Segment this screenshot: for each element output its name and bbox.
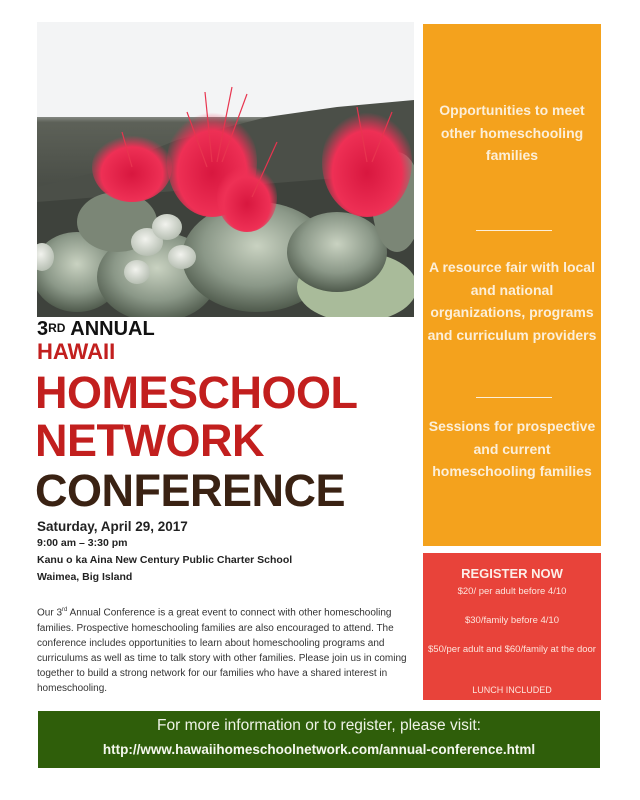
price-at-door: $50/per adult and $60/family at the door bbox=[428, 644, 596, 655]
event-venue: Kanu o ka Aina New Century Public Charter School bbox=[37, 554, 293, 566]
price-family-early: $30/family before 4/10 bbox=[464, 615, 559, 626]
event-time: 9:00 am – 3:30 pm bbox=[37, 537, 128, 549]
lunch-note: LUNCH INCLUDED bbox=[472, 685, 552, 695]
description-start: Our 3 bbox=[37, 607, 63, 619]
highlights-panel bbox=[423, 24, 601, 546]
register-heading: REGISTER NOW bbox=[461, 566, 563, 581]
highlight-item: Sessions for prospective and current homeschooling families bbox=[428, 418, 596, 479]
highlight-item: A resource fair with local and national organizations, programs and curriculum providers bbox=[427, 259, 597, 343]
event-description bbox=[37, 603, 417, 697]
flower-photo bbox=[37, 22, 414, 317]
edition-label bbox=[37, 317, 155, 341]
price-adult-early: $20/ per adult before 4/10 bbox=[457, 586, 567, 597]
ordinal-suffix: RD bbox=[48, 321, 66, 335]
title-hawaii: HAWAII bbox=[37, 339, 116, 364]
description-body: Annual Conference is a great event to connect with other homeschooling families. Prospective homeschooling families are also encouraged to attend. The conference includes opportunities to learn about homeschooling programs and curriculums as well as time to talk story with other families. Please join us in coming together to build a strong network for our families who have a shared interest in homeschooling. bbox=[37, 607, 407, 695]
conference-url-link[interactable]: http://www.hawaiihomeschoolnetwork.com/annual-conference.html bbox=[102, 742, 536, 757]
ordinal-number: 3 bbox=[37, 318, 49, 340]
divider bbox=[476, 397, 552, 398]
ohia-lehua-flower-icon bbox=[37, 22, 414, 317]
footer-prompt: For more information or to register, please visit: bbox=[157, 717, 481, 734]
annual-text: ANNUAL bbox=[65, 318, 155, 340]
divider bbox=[476, 230, 552, 231]
title-conference: CONFERENCE bbox=[35, 465, 346, 516]
event-location: Waimea, Big Island bbox=[37, 571, 133, 583]
info-footer bbox=[38, 711, 600, 768]
highlight-item: Opportunities to meet other homeschooling families bbox=[439, 102, 585, 163]
event-date: Saturday, April 29, 2017 bbox=[37, 519, 188, 534]
register-panel bbox=[423, 553, 601, 700]
description-superscript: rd bbox=[62, 607, 68, 613]
title-network: NETWORK bbox=[35, 415, 264, 466]
title-homeschool: HOMESCHOOL bbox=[35, 367, 358, 418]
